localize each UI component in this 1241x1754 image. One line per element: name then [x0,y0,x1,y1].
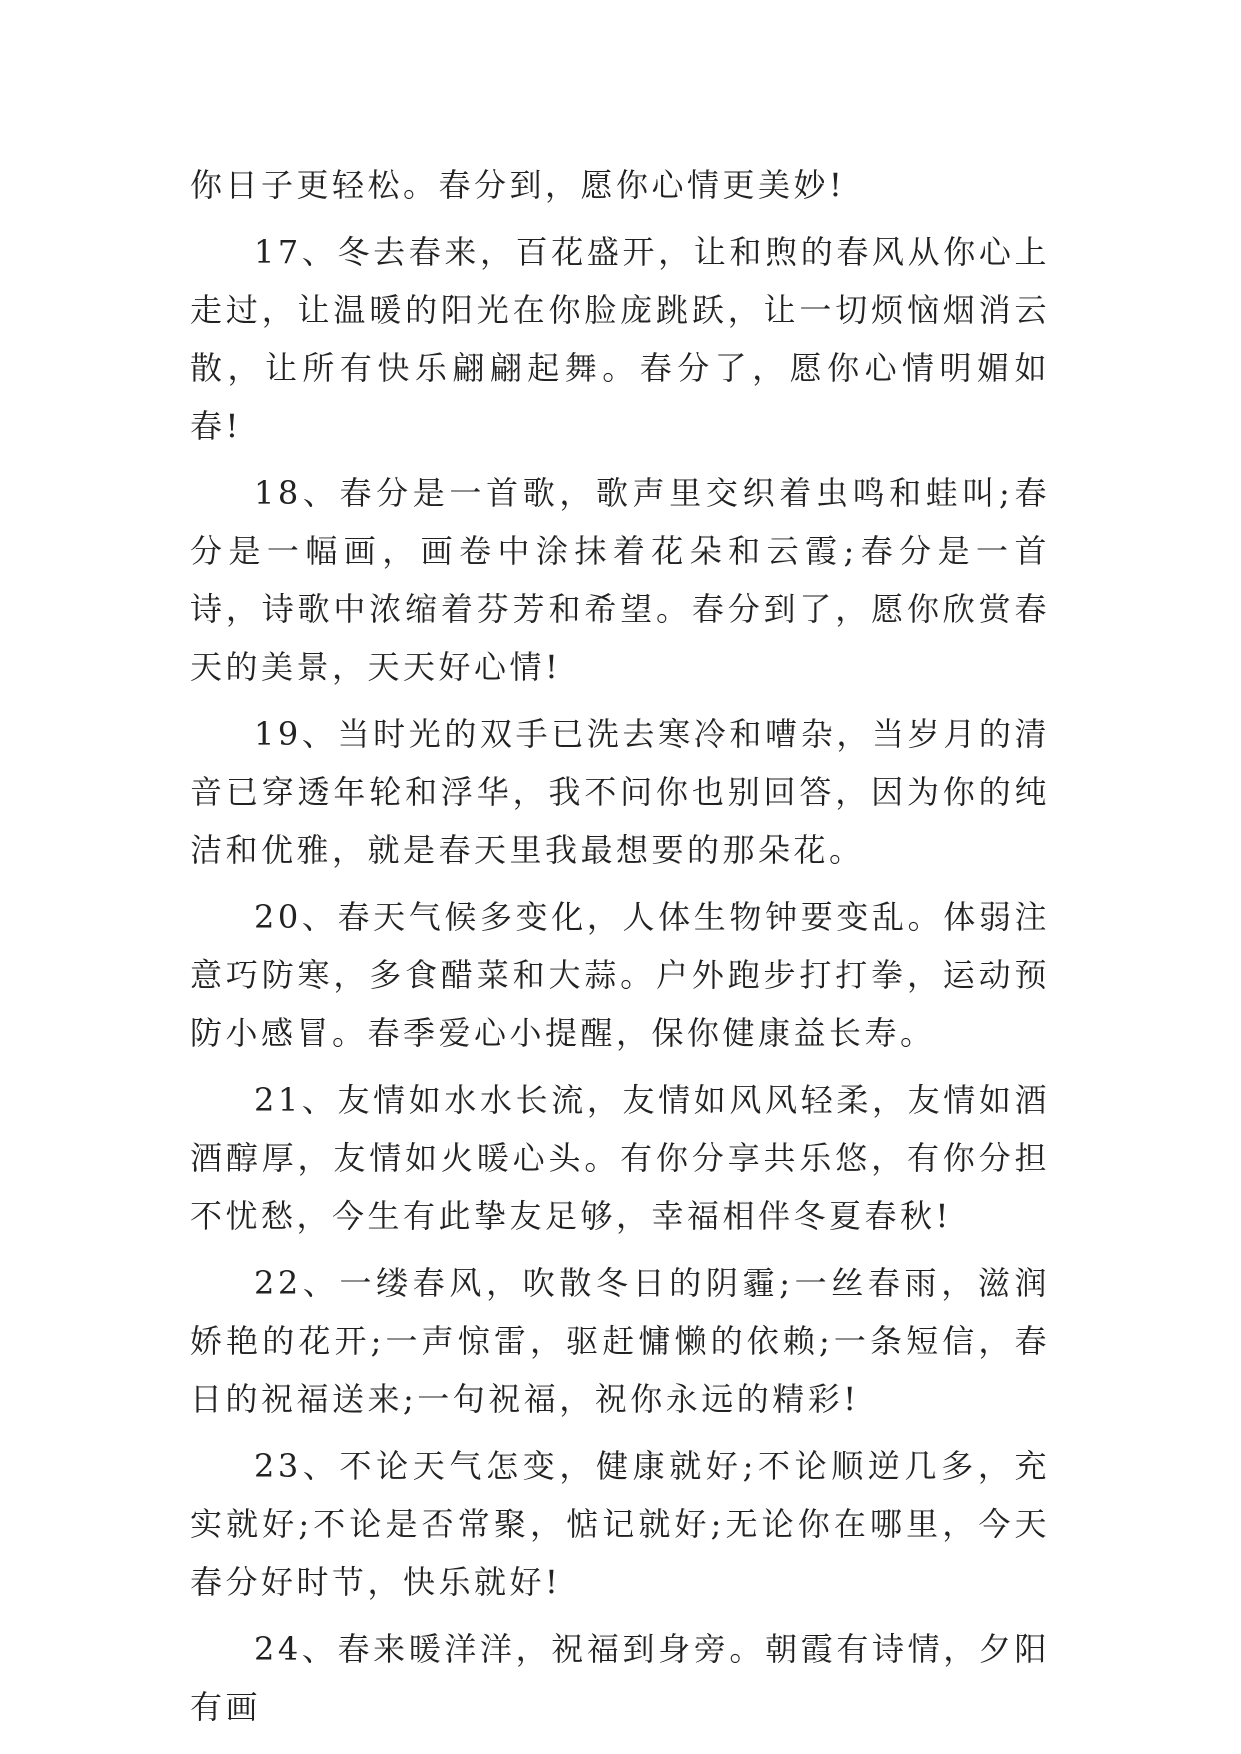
paragraph-20: 20、春天气候多变化，人体生物钟要变乱。体弱注意巧防寒，多食醋菜和大蒜。户外跑步打打拳，运动预防小感冒。春季爱心小提醒，保你健康益长寿。 [190,898,1050,1052]
paragraph-continuation: 你日子更轻松。春分到，愿你心情更美妙! [190,166,846,204]
paragraph-22: 22、一缕春风，吹散冬日的阴霾;一丝春雨，滋润娇艳的花开;一声惊雷，驱赶慵懒的依赖;一条短信，春日的祝福送来;一句祝福，祝你永远的精彩! [190,1264,1050,1418]
paragraph-17: 17、冬去春来，百花盛开，让和煦的春风从你心上走过，让温暖的阳光在你脸庞跳跃，让一切烦恼烟消云散，让所有快乐翩翩起舞。春分了，愿你心情明媚如春! [190,233,1050,445]
paragraph-18: 18、春分是一首歌，歌声里交织着虫鸣和蛙叫;春分是一幅画，画卷中涂抹着花朵和云霞;春分是一首诗，诗歌中浓缩着芬芳和希望。春分到了，愿你欣赏春天的美景，天天好心情! [190,474,1050,686]
paragraph-21: 21、友情如水水长流，友情如风风轻柔，友情如酒酒醇厚，友情如火暖心头。有你分享共乐悠，有你分担不忧愁，今生有此挚友足够，幸福相伴冬夏春秋! [190,1081,1050,1235]
paragraph-23: 23、不论天气怎变，健康就好;不论顺逆几多，充实就好;不论是否常聚，惦记就好;无论你在哪里，今天春分好时节，快乐就好! [190,1447,1050,1601]
paragraph-19: 19、当时光的双手已洗去寒冷和嘈杂，当岁月的清音已穿透年轮和浮华，我不问你也别回答，因为你的纯洁和优雅，就是春天里我最想要的那朵花。 [190,715,1050,869]
document-page [190,156,1050,1745]
paragraph-24: 24、春来暖洋洋，祝福到身旁。朝霞有诗情，夕阳有画 [190,1630,1050,1726]
